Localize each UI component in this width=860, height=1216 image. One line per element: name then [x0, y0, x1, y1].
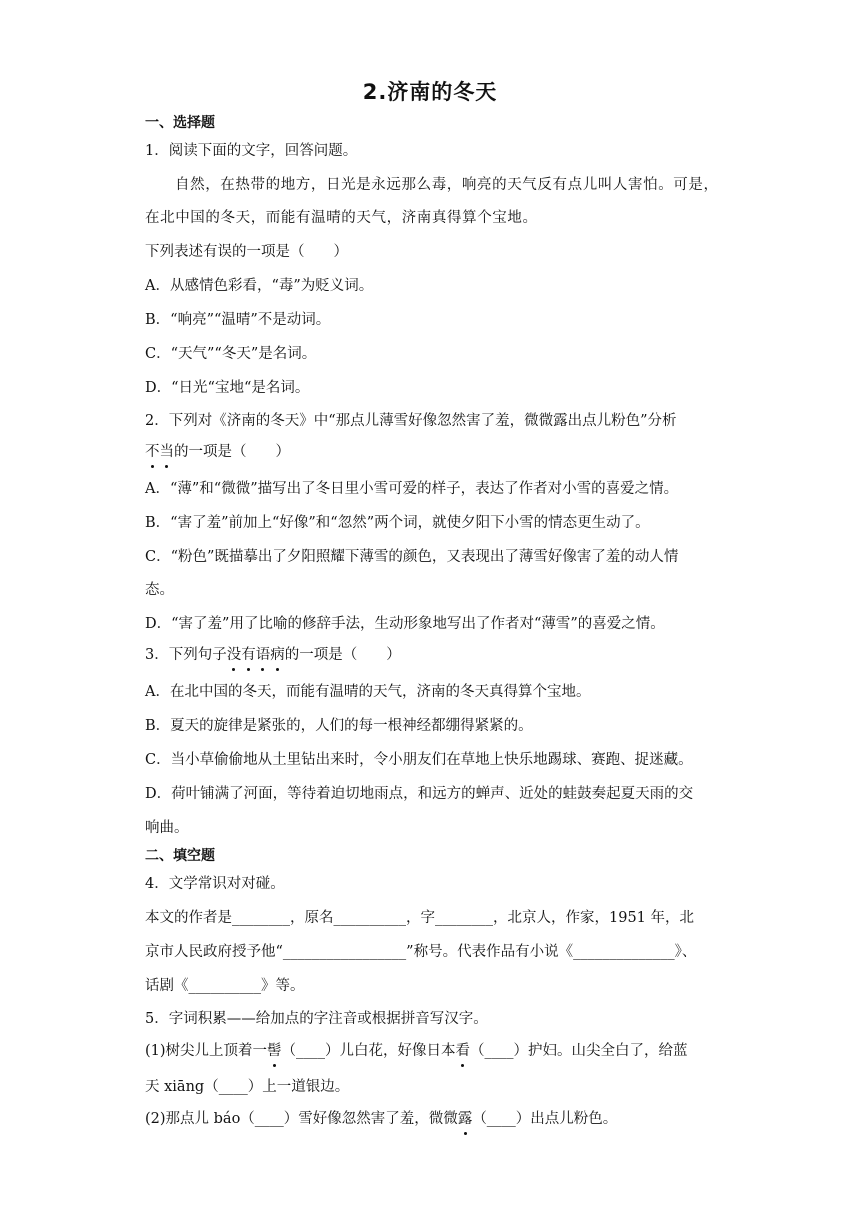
page-title: 2.济南的冬天 [362, 80, 498, 104]
section-heading-fill: 二、填空题 [145, 848, 215, 864]
emphasis-dot-char: 没 [226, 647, 242, 663]
q1-passage-line-2: 在北中国的冬天，而能有温晴的天气，济南真得算个宝地。 [145, 210, 538, 226]
q5-stem: 5．字词积累——给加点的字注音或根据拼音写汉字。 [145, 1011, 488, 1027]
emphasis-dot-char: 露 [457, 1111, 473, 1127]
emphasis-dot-char: 看 [455, 1043, 471, 1059]
q5-text: （____）护妇。山尖全白了，给蓝 [470, 1043, 688, 1059]
emphasis-dot-char: 语 [255, 647, 271, 663]
emphasis-dot-char: 有 [241, 647, 256, 663]
q5-text: （____）出点儿粉色。 [472, 1111, 618, 1127]
emphasis-dot-char: 不 [145, 444, 160, 460]
q3-stem-post: 的一项是（ ） [284, 647, 401, 663]
q2-option-c-line-2: 态。 [145, 582, 174, 598]
q2-option-b: B．“害了羞”前加上“好像”和“忽然”两个词，就使夕阳下小雪的情态更生动了。 [145, 515, 650, 531]
q1-ask: 下列表述有误的一项是（ ） [145, 244, 348, 260]
emphasis-dot-char: 当 [159, 444, 174, 460]
q3-option-a: A．在北中国的冬天，而能有温晴的天气，济南的冬天真得算个宝地。 [145, 684, 591, 700]
section-heading-choice: 一、选择题 [145, 115, 215, 131]
q2-option-c-line-1: C．“粉色”既描摹出了夕阳照耀下薄雪的颜色，又表现出了薄雪好像害了羞的动人情 [145, 549, 679, 565]
q1-stem: 1．阅读下面的文字，回答问题。 [145, 143, 358, 159]
q3-stem [145, 645, 725, 665]
q2-option-d: D．“害了羞”用了比喻的修辞手法，生动形象地写出了作者对“薄雪”的喜爱之情。 [145, 616, 665, 632]
q3-option-d-line-1: D．荷叶铺满了河面，等待着迫切地雨点，和远方的蝉声、近处的蛙鼓奏起夏天雨的交 [145, 786, 694, 802]
q2-stem-rest: 的一项是（ ） [174, 444, 290, 460]
q4-line-2: 京市人民政府授予他“_________________”称号。代表作品有小说《______________》、 [145, 944, 697, 960]
q3-stem-pre: 3．下列句子 [145, 647, 227, 663]
q4-line-1: 本文的作者是________，原名__________，字________，北京人，作家，1951 年，北 [145, 910, 695, 926]
q2-option-a: A．“薄”和“微微”描写出了冬日里小雪可爱的样子，表达了作者对小雪的喜爱之情。 [145, 481, 679, 497]
emphasis-dot-char: 病 [270, 647, 285, 663]
q3-option-b: B．夏天的旋律是紧张的，人们的每一根神经都绷得紧紧的。 [145, 718, 533, 734]
q4-stem: 4．文学常识对对碰。 [145, 876, 285, 892]
q3-option-d-line-2: 响曲。 [145, 820, 189, 836]
q4-line-3: 话剧《__________》等。 [145, 978, 305, 994]
q5-text: (1)树尖儿上顶着一 [145, 1043, 268, 1059]
q5-text: (2)那点儿 báo（____）雪好像忽然害了羞，微微 [145, 1111, 458, 1127]
q1-option-c: C．“天气”“冬天”是名词。 [145, 346, 317, 362]
q1-passage-line-1: 自然，在热带的地方，日光是永远那么毒，响亮的天气反有点儿叫人害怕。可是， [175, 177, 719, 193]
q5-line-3 [145, 1109, 725, 1129]
q5-line-2: 天 xiāng（____）上一道银边。 [145, 1079, 350, 1095]
q5-line-1 [145, 1041, 725, 1061]
q2-stem-line-1: 2．下列对《济南的冬天》中“那点儿薄雪好像忽然害了羞，微微露出点儿粉色”分析 [145, 413, 677, 429]
emphasis-dot-char: 髻 [267, 1043, 282, 1059]
q3-option-c: C．当小草偷偷地从土里钻出来时，令小朋友们在草地上快乐地踢球、赛跑、捉迷藏。 [145, 752, 693, 768]
q5-text: （____）儿白花，好像日本 [281, 1043, 456, 1059]
q2-stem-line-2 [145, 442, 725, 462]
q1-option-d: D．“日光“宝地“是名词。 [145, 380, 310, 396]
q1-option-b: B．“响亮”“温晴”不是动词。 [145, 312, 331, 328]
q1-option-a: A．从感情色彩看，“毒”为贬义词。 [145, 278, 374, 294]
